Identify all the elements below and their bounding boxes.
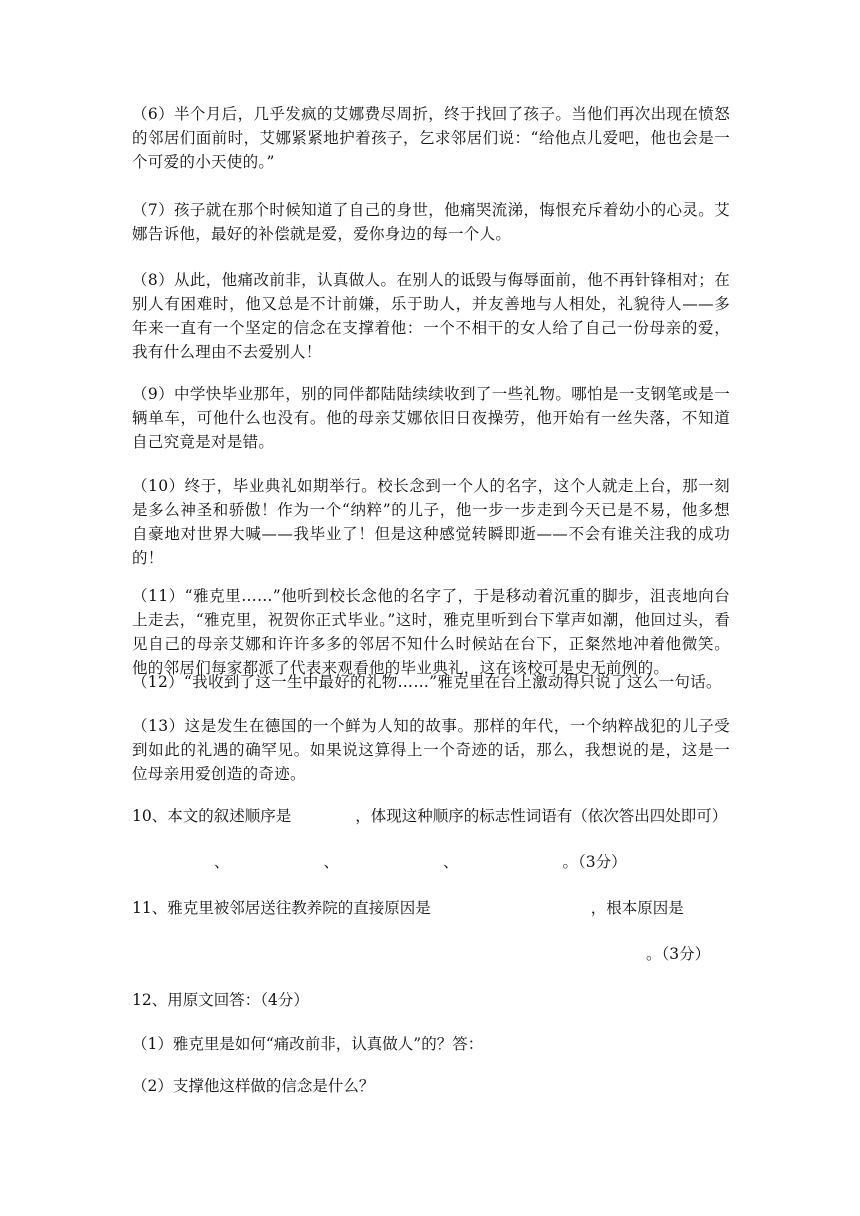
paragraph-7: （7）孩子就在那个时候知道了自己的身世，他痛哭流涕，悔恨充斥着幼小的心灵。艾娜告诉他，最好的补偿就是爱，爱你身边的每一个人。 [132,201,730,243]
separator: 、 [323,853,340,871]
question-10-middle: ，体现这种顺序的标志性词语有（依次答出四处即可） [355,807,728,825]
separator: 、 [214,853,230,871]
question-10-prefix: 10、本文的叙述顺序是 [132,807,292,825]
question-11-prefix: 11、雅克里被邻居送往教养院的直接原因是 [132,899,431,917]
question-12-title: 12、用原文回答：（4分） [132,991,309,1009]
paragraph-10: （10）终于，毕业典礼如期举行。校长念到一个人的名字，这个人就走上台，那一刻是多么神圣和骄傲！作为一个“纳粹”的儿子，他一步一步走到今天已是不易，他多想自豪地对世界大喊——我毕业了！但是这种感觉转瞬即逝——不会有谁关注我的成功的！ [132,477,730,567]
separator: 、 [443,853,459,871]
question-10-end: 。（3分） [562,853,627,871]
question-10-answers [214,850,627,874]
question-12-sub-1: （1）雅克里是如何“痛改前非，认真做人”的？答： [132,1035,484,1053]
paragraph-9: （9）中学快毕业那年，别的同伴都陆陆续续收到了一些礼物。哪怕是一支钢笔或是一辆单车，可他什么也没有。他的母亲艾娜依旧日夜操劳，他开始有一丝失落，不知道自己究竟是对是错。 [132,385,730,451]
question-11-middle: ，根本原因是 [590,899,684,917]
paragraph-11: （11）“雅克里……”他听到校长念他的名字了，于是移动着沉重的脚步，沮丧地向台上走去，“雅克里，祝贺你正式毕业。”这时，雅克里听到台下掌声如潮，他回过头，看见自己的母亲艾娜和许许多多的邻居不知什么时候站在台下，正粲然地冲着他微笑。他的邻居们每家都派了代表来观看他的毕业典礼，这在该校可是史无前例的。 [132,587,730,677]
paragraph-8: （8）从此，他痛改前非，认真做人。在别人的诋毁与侮辱面前，他不再针锋相对；在别人有困难时，他又总是不计前嫌，乐于助人，并友善地与人相处，礼貌待人——多年来一直有一个坚定的信念在支撑着他：一个不相干的女人给了自己一份母亲的爱，我有什么理由不去爱别人！ [132,271,730,361]
question-11 [132,896,684,920]
question-10 [132,804,727,828]
paragraph-6: （6）半个月后，几乎发疯的艾娜费尽周折，终于找回了孩子。当他们再次出现在愤怒的邻居们面前时，艾娜紧紧地护着孩子，乞求邻居们说：“给他点儿爱吧，他也会是一个可爱的小天使的。” [132,105,730,171]
question-11-end-line [646,942,710,966]
paragraph-12: （12）“我收到了这一生中最好的礼物……”雅克里在台上激动得只说了这么一句话。 [132,673,722,691]
paragraph-13: （13）这是发生在德国的一个鲜为人知的故事。那样的年代，一个纳粹战犯的儿子受到如此的礼遇的确罕见。如果说这算得上一个奇迹的话，那么，我想说的是，这是一位母亲用爱创造的奇迹。 [132,717,730,783]
question-11-end: 。（3分） [646,945,711,963]
question-12-sub-2: （2）支撑他这样做的信念是什么？ [132,1077,375,1095]
